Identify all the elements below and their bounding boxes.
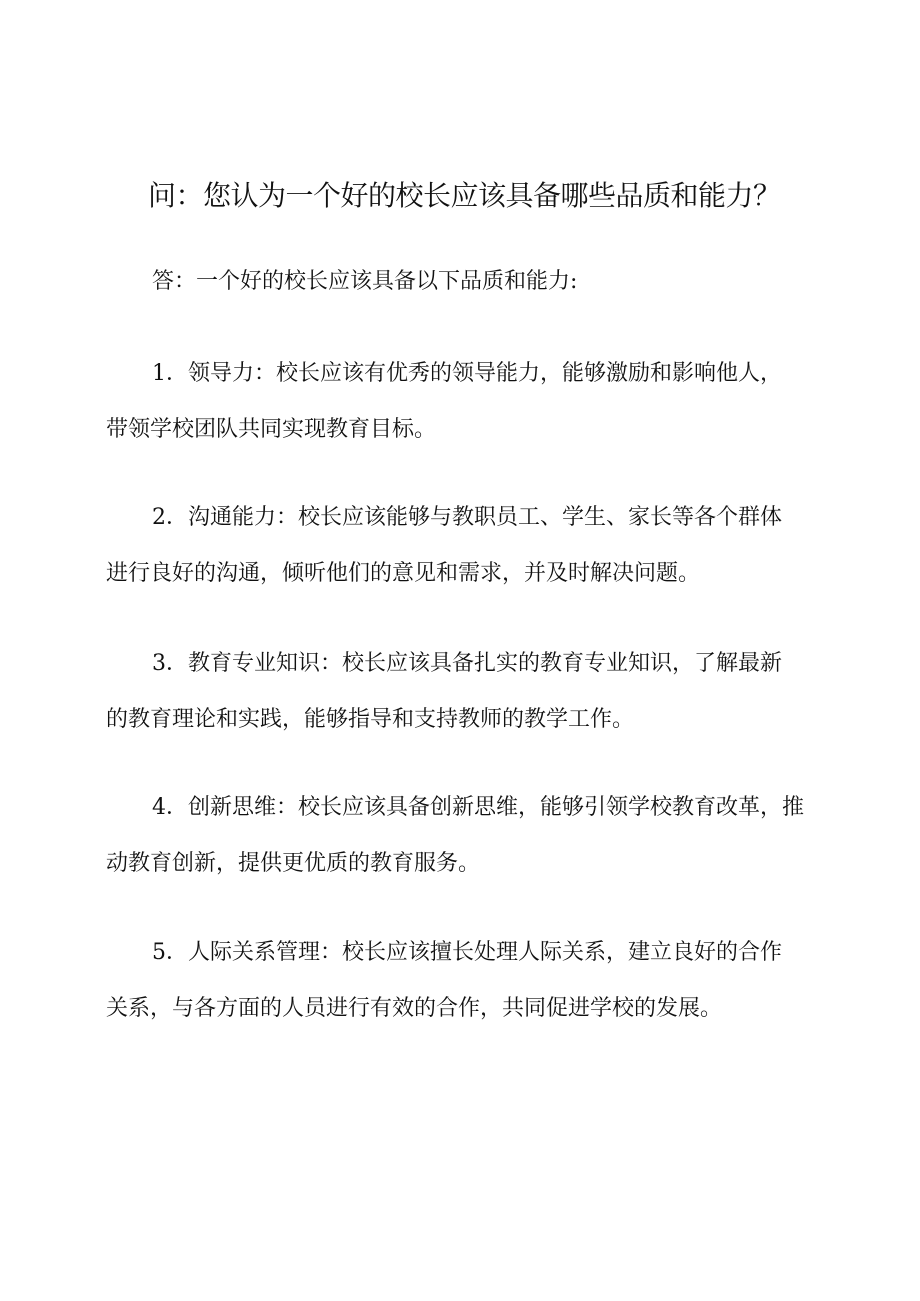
list-item-line: 动教育创新，提供更优质的教育服务。	[106, 851, 481, 876]
list-item-line: 2．沟通能力：校长应该能够与教职员工、学生、家长等各个群体	[152, 505, 782, 530]
list-item-line: 的教育理论和实践，能够指导和支持教师的教学工作。	[106, 707, 635, 732]
list-item-line: 1．领导力：校长应该有优秀的领导能力，能够激励和影响他人，	[152, 361, 782, 386]
question-heading: 问：您认为一个好的校长应该具备哪些品质和能力？	[148, 179, 781, 212]
list-item-line: 关系，与各方面的人员进行有效的合作，共同促进学校的发展。	[106, 996, 723, 1021]
list-item-line: 进行良好的沟通，倾听他们的意见和需求，并及时解决问题。	[106, 561, 701, 586]
list-item	[106, 780, 822, 892]
answer-intro: 答：一个好的校长应该具备以下品质和能力:	[152, 269, 578, 294]
list-item	[106, 490, 822, 602]
list-item	[106, 636, 822, 748]
list-item	[106, 346, 822, 458]
list-item-line: 3．教育专业知识：校长应该具备扎实的教育专业知识，了解最新	[152, 651, 782, 676]
list-item-line: 4．创新思维：校长应该具备创新思维，能够引领学校教育改革，推	[152, 795, 804, 820]
list-item-line: 5．人际关系管理：校长应该擅长处理人际关系，建立良好的合作	[152, 940, 782, 965]
list-item-line: 带领学校团队共同实现教育目标。	[106, 417, 437, 442]
list-item	[106, 925, 822, 1037]
